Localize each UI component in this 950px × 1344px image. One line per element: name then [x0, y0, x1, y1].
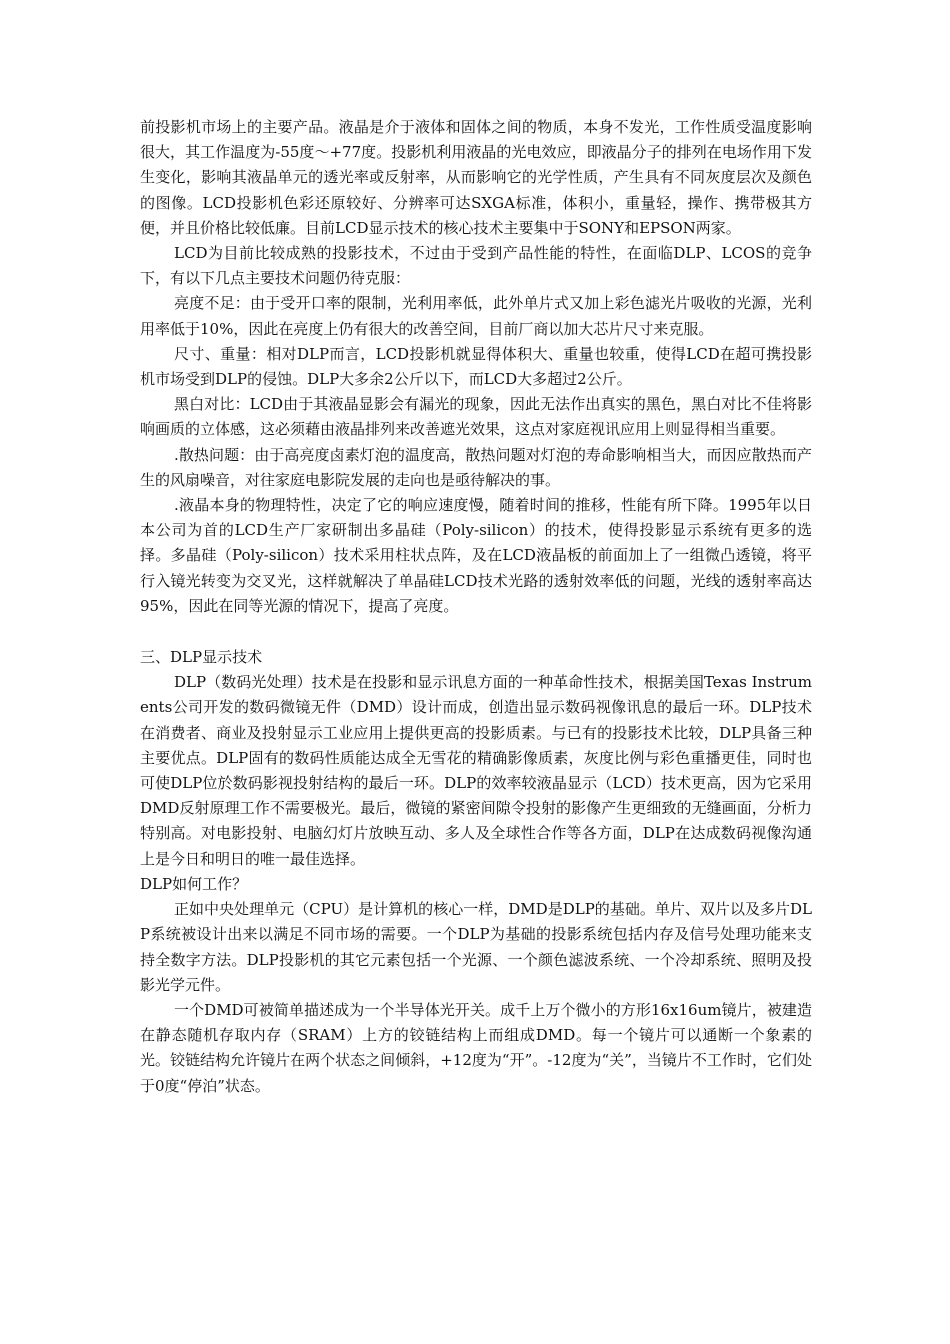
section-spacer [140, 619, 812, 645]
body-paragraph-poly-silicon: .液晶本身的物理特性，决定了它的响应速度慢，随着时间的推移，性能有所下降。1995年以日本公司为首的LCD生产厂家研制出多晶硅（Poly-silicon）的技术，使得投影显示系统有更多的选择。多晶硅（Poly-silicon）技术采用柱状点阵，及在LCD液晶板的前面加上了一组微凸透镜，将平行入镜光转变为交叉光，这样就解决了单晶硅LCD技术光路的透射效率低的问题，光线的透射率高达95%，因此在同等光源的情况下，提高了亮度。 [140, 496, 812, 615]
body-paragraph-dmd-switch: 一个DMD可被简单描述成为一个半导体光开关。成千上万个微小的方形16x16um镜片，被建造在静态随机存取内存（SRAM）上方的铰链结构上而组成DMD。每一个镜片可以通断一个象素的光。铰链结构允许镜片在两个状态之间倾斜，+12度为“开”。-12度为“关”，当镜片不工作时，它们处于0度“停泊”状态。 [140, 1000, 812, 1095]
subheading-dlp-how: DLP如何工作？ [140, 874, 248, 893]
body-paragraph-lcd-intro: 前投影机市场上的主要产品。液晶是介于液体和固体之间的物质，本身不发光，工作性质受温度影响很大，其工作温度为-55度～+77度。投影机利用液晶的光电效应，即液晶分子的排列在电场作用下发生变化，影响其液晶单元的透光率或反射率，从而影响它的光学性质，产生具有不同灰度层次及颜色的图像。LCD投影机色彩还原较好、分辨率可达SXGA标准，体积小，重量轻，操作、携带极其方便，并且价格比较低廉。目前LCD显示技术的核心技术主要集中于SONY和EPSON两家。 [140, 118, 812, 237]
body-paragraph-heat: .散热问题：由于高亮度卤素灯泡的温度高，散热问题对灯泡的寿命影响相当大，而因应散热而产生的风扇噪音，对往家庭电影院发展的走向也是亟待解决的事。 [140, 445, 812, 489]
body-paragraph-lcd-issues: LCD为目前比较成熟的投影技术，不过由于受到产品性能的特性，在面临DLP、LCOS的竞争下，有以下几点主要技术问题仍待克服： [140, 244, 812, 288]
body-paragraph-size-weight: 尺寸、重量：相对DLP而言，LCD投影机就显得体积大、重量也较重，使得LCD在超可携投影机市场受到DLP的侵蚀。DLP大多余2公斤以下，而LCD大多超过2公斤。 [140, 344, 812, 389]
body-paragraph-contrast: 黑白对比：LCD由于其液晶显影会有漏光的现象，因此无法作出真实的黑色，黑白对比不佳将影响画质的立体感，这必须藉由液晶排列来改善遮光效果，这点对家庭视讯应用上则显得相当重要。 [140, 395, 812, 439]
section-heading-dlp: 三、DLP显示技术 [140, 648, 263, 667]
body-paragraph-dlp: DLP（数码光处理）技术是在投影和显示讯息方面的一种革命性技术，根据美国Texas Instruments公司开发的数码微镜无件（DMD）设计而成，创造出显示数码视像讯息的最后一环。DLP技术在消费者、商业及投射显示工业应用上提供更高的投影质素。与已有的投影技术比较，DLP具备三种主要优点。DLP固有的数码性质能达成全无雪花的精确影像质素，灰度比例与彩色重播更佳，同时也可使DLP位於数码影视投射结构的最后一环。DLP的效率较液晶显示（LCD）技术更高，因为它采用DMD反射原理工作不需要极光。最后，微镜的紧密间隙令投射的影像产生更细致的无缝画面，分析力特别高。对电影投射、电脑幻灯片放映互动、多人及全球性合作等各方面，DLP在达成数码视像沟通上是今日和明日的唯一最佳选择。 [140, 673, 812, 868]
body-paragraph-brightness: 亮度不足：由于受开口率的限制，光利用率低，此外单片式又加上彩色滤光片吸收的光源，光利用率低于10%，因此在亮度上仍有很大的改善空间，目前厂商以加大芯片尺寸来克服。 [140, 294, 812, 338]
body-paragraph-dmd-core: 正如中央处理单元（CPU）是计算机的核心一样，DMD是DLP的基础。单片、双片以及多片DLP系统被设计出来以满足不同市场的需要。一个DLP为基础的投影系统包括内存及信号处理功能来支持全数字方法。DLP投影机的其它元素包括一个光源、一个颜色滤波系统、一个冷却系统、照明及投影光学元件。 [140, 900, 812, 994]
document-page [140, 115, 812, 1099]
